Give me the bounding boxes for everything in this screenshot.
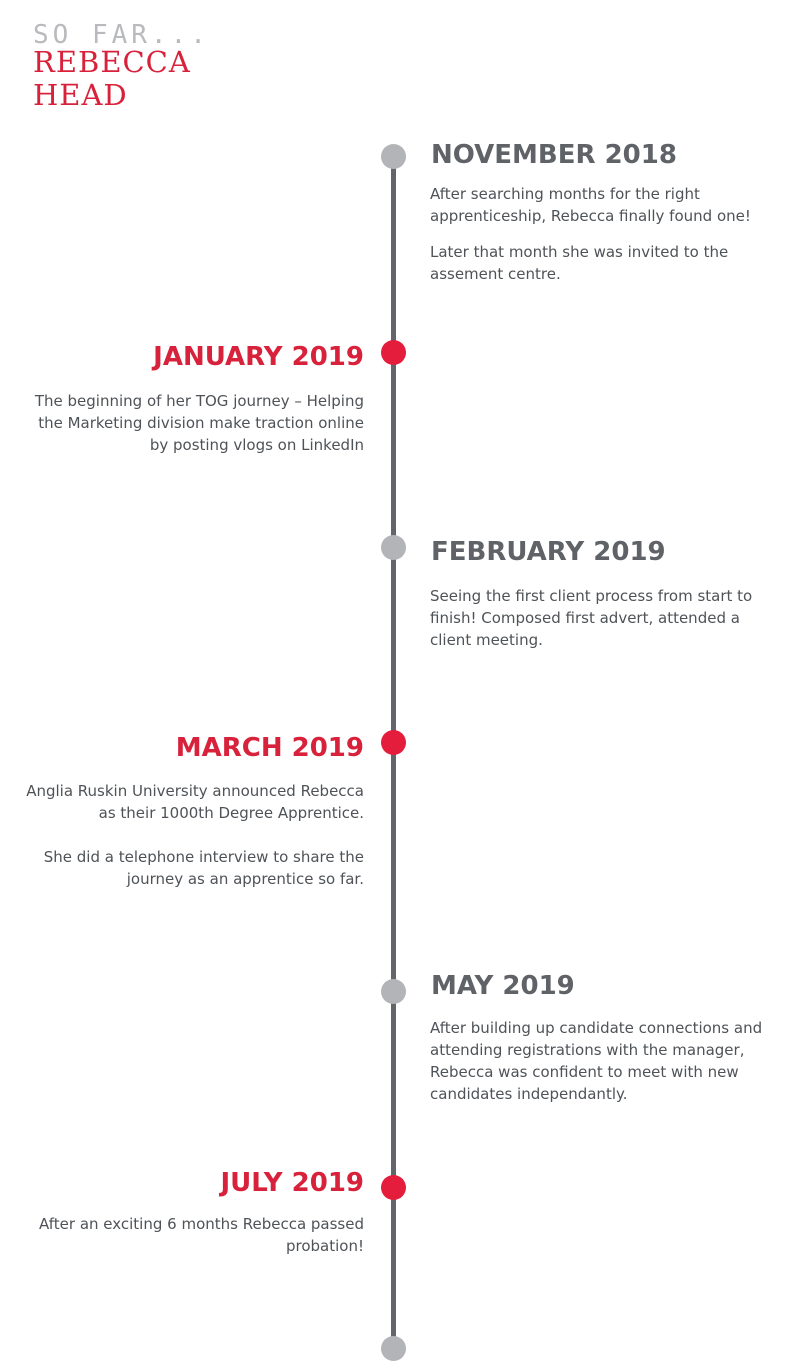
event-title: JANUARY 2019 [153,342,364,372]
event-title: NOVEMBER 2018 [431,140,677,170]
event-title: MARCH 2019 [175,733,364,763]
timeline-dot [381,1175,406,1200]
event-title: JULY 2019 [220,1168,364,1198]
event-title: FEBRUARY 2019 [431,537,666,567]
event-paragraph: Anglia Ruskin University announced Rebecca as their 1000th Degree Apprentice. [26,782,364,822]
event-paragraph: Seeing the first client process from start to finish! Composed first advert, attended a client meeting. [430,587,753,649]
event-title: MAY 2019 [431,971,575,1001]
event-description [430,585,770,651]
event-paragraph: After searching months for the right apprenticeship, Rebecca finally found one! [430,185,751,225]
event-description [19,780,364,890]
event-description [19,1213,364,1257]
event-description [430,1017,770,1105]
event-paragraph: Later that month she was invited to the assement centre. [430,243,729,283]
timeline-dot [381,535,406,560]
header-kicker: SO FAR... [33,20,210,50]
event-description [19,390,364,456]
event-paragraph: After an exciting 6 months Rebecca passed probation! [39,1215,364,1255]
timeline-dot [381,979,406,1004]
header-name-last: HEAD [33,78,128,112]
event-paragraph: She did a telephone interview to share the journey as an apprentice so far. [43,848,364,888]
header-name-first: REBECCA [33,45,191,79]
event-paragraph: After building up candidate connections and attending registrations with the manager, Rebecca was confident to meet with new candidates independantly. [430,1019,763,1103]
timeline-dot [381,144,406,169]
timeline-dot [381,730,406,755]
event-paragraph: The beginning of her TOG journey – Helping the Marketing division make traction online by posting vlogs on LinkedIn [34,392,364,454]
event-description [430,183,770,285]
timeline-dot [381,340,406,365]
timeline-end-dot [381,1336,406,1361]
